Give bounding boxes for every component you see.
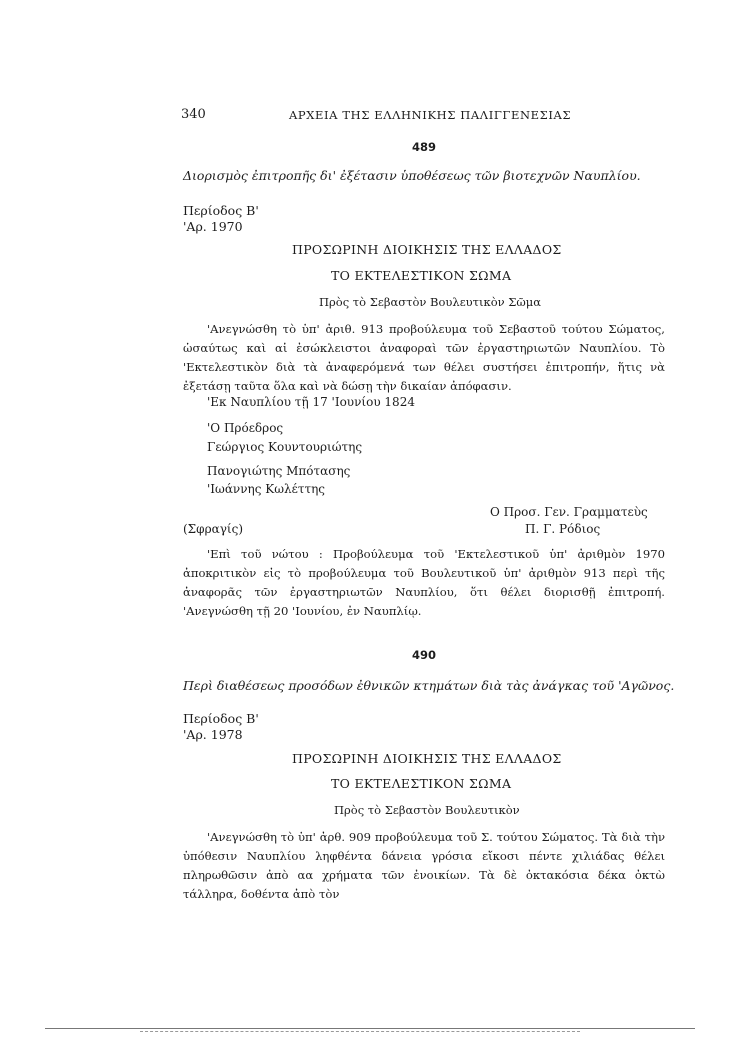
seal-note: (Σφραγίς) [183,522,244,536]
document-period: Περίοδος Β' [183,711,259,726]
document-period: Περίοδος Β' [183,203,259,218]
signatory-member-1: Πανογιώτης Μπότασης [207,464,351,478]
document-subject: Διορισμὸς ἐπιτροπῆς δι' ἐξέτασιν ὑποθέσεως τῶν βιοτεχνῶν Ναυπλίου. [183,168,641,183]
issuer-line-1: ΠΡΟΣΩΡΙΝΗ ΔΙΟΙΚΗΣΙΣ ΤΗΣ ΕΛΛΑΔΟΣ [292,751,562,766]
document-body: 'Ανεγνώσθη τὸ ὑπ' ἀρθ. 909 προβούλευμα τοῦ Σ. τούτου Σώματος. Τὰ διὰ τὴν ὑπόθεσιν Ναυπλίου ληφθέντα δάνεια γρόσια εἴκοσι πέντε χιλιάδας θέλει πληρωθῶσιν ἀπὸ αα χρήματα τῶν ἐνοικίων. Τὰ δὲ ὀκτακόσια δέκα ὀκτὼ τάλληρα, δοθέντα ἀπὸ τὸν [183,830,665,901]
issuer-line-2: ΤΟ ΕΚΤΕΛΕΣΤΙΚΟΝ ΣΩΜΑ [331,776,512,791]
issuer-line-1: ΠΡΟΣΩΡΙΝΗ ΔΙΟΙΚΗΣΙΣ ΤΗΣ ΕΛΛΑΔΟΣ [292,242,562,257]
document-reference: 'Αρ. 1978 [183,727,243,742]
place-date: 'Εκ Ναυπλίου τῇ 17 'Ιουνίου 1824 [207,395,415,409]
president-title: 'Ο Πρόεδρος [207,421,284,435]
running-title: ΑΡΧΕΙΑ ΤΗΣ ΕΛΛΗΝΙΚΗΣ ΠΑΛΙΓΓΕΝΕΣΙΑΣ [289,108,572,122]
secretary-name: Π. Γ. Ρόδιος [525,522,601,536]
addressee: Πρὸς τὸ Σεβαστὸν Βουλευτικὸν [334,803,520,817]
president-name: Γεώργιος Κουντουριώτης [207,440,363,454]
document-reference: 'Αρ. 1970 [183,219,243,234]
footer-rule-dashed [140,1031,580,1032]
document-number: 490 [412,648,437,662]
verso-note: 'Επὶ τοῦ νώτου : Προβούλευμα τοῦ 'Εκτελεστικοῦ ὑπ' ἀριθμὸν 1970 ἀποκριτικὸν εἰς τὸ προβούλευμα τοῦ Βουλευτικοῦ ὑπ' ἀριθμὸν 913 περὶ τῆς ἀναφορᾶς τῶν ἐργαστηριωτῶν Ναυπλίου, ὅτι θέλει διορισθῇ ἐπιτροπή. 'Ανεγνώσθη τῇ 20 'Ιουνίου, ἐν Ναυπλίῳ. [183,547,665,618]
document-body: 'Ανεγνώσθη τὸ ὑπ' ἀριθ. 913 προβούλευμα τοῦ Σεβαστοῦ τούτου Σώματος, ὡσαύτως καὶ αἱ ἐσώκλειστοι ἀναφοραὶ τῶν ἐργαστηριωτῶν Ναυπλίου. Τὸ 'Εκτελεστικὸν διὰ τὰ ἀναφερόμενά των θέλει συστήσει ἐπιτροπήν, ἥτις νὰ ἐξετάσῃ ταῦτα ὅλα καὶ νὰ δώσῃ τὴν δικαίαν ἀπόφασιν. [183,322,665,393]
footer-rule [45,1028,695,1029]
secretary-title: Ο Προσ. Γεν. Γραμματεὺς [490,505,648,519]
issuer-line-2: ΤΟ ΕΚΤΕΛΕΣΤΙΚΟΝ ΣΩΜΑ [331,268,512,283]
document-number: 489 [412,140,437,154]
signatory-member-2: 'Ιωάννης Κωλέττης [207,482,326,496]
page-number: 340 [181,107,206,122]
document-subject: Περὶ διαθέσεως προσόδων ἐθνικῶν κτημάτων διὰ τὰς ἀνάγκας τοῦ 'Αγῶνος. [183,678,675,693]
addressee: Πρὸς τὸ Σεβαστὸν Βουλευτικὸν Σῶμα [319,295,542,309]
